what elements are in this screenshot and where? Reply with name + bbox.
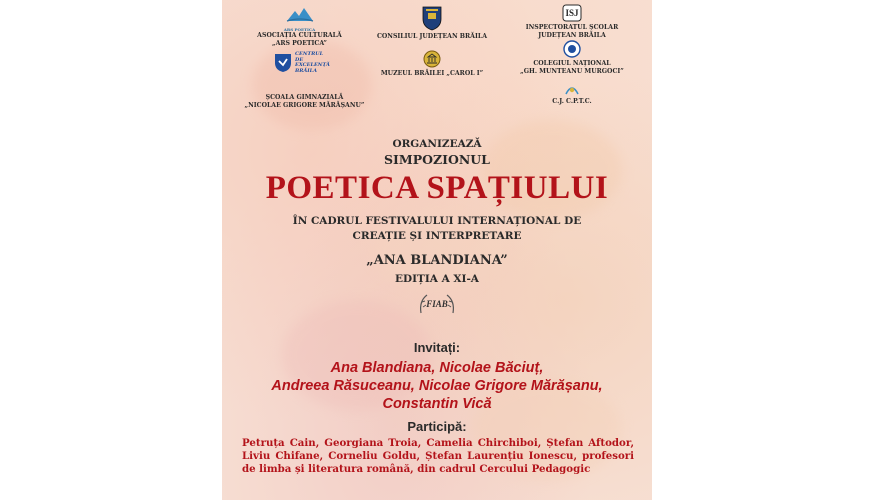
festival-emblem	[417, 289, 457, 319]
organizer-line: CONSILIUL JUDEȚEAN BRĂILA	[376, 33, 488, 40]
museum-logo-icon	[423, 50, 441, 68]
festival-emblem-icon	[417, 289, 457, 319]
ars-poetica-logo-text: ARS POETICA	[283, 27, 316, 32]
simpozionul-label: SIMPOZIONUL	[384, 152, 490, 167]
organizeaza-label: ORGANIZEAZĂ	[392, 138, 482, 150]
organizer-ars-poetica	[242, 5, 357, 48]
centrul-logo-line: CENTRUL	[295, 51, 324, 57]
organizer-consiliul-judetean	[367, 5, 497, 41]
page-title: POETICA SPAȚIULUI	[265, 170, 609, 206]
emblem-text: FIAB	[426, 299, 448, 309]
ars-poetica-logo-icon	[285, 5, 315, 25]
organizer-muzeul-brailei	[367, 50, 497, 78]
organizer-line: „ARS POETICA”	[272, 40, 327, 47]
poster	[222, 0, 652, 500]
organizer-centrul-de-excelenta	[262, 52, 342, 74]
county-coat-of-arms-icon	[421, 5, 443, 31]
centrul-logo-line: DE	[295, 56, 304, 63]
subtitle-line: CREAȚIE ȘI INTERPRETARE	[352, 230, 522, 242]
participants-list: Petruța Cain, Georgiana Troia, Camelia Chirchiboi, Ștefan Aftodor, Liviu Chifane, Corneliu Goldu, Ștefan Laurențiu Ionescu, profesori de limba și literatura română, din cadrul Cercului Pedagogic	[242, 437, 634, 475]
organizer-line: „GH. MUNTEANU MURGOCI”	[520, 68, 624, 75]
organizer-line: MUZEUL BRĂILEI „CAROL I”	[380, 70, 484, 77]
centrul-logo-line: EXCELENȚĂ	[295, 62, 330, 68]
isj-logo-text: ISJ	[565, 8, 579, 18]
invited-line: Constantin Vică	[382, 396, 492, 412]
organizer-cj-cptc	[527, 82, 617, 106]
festival-name: „ANA BLANDIANA”	[366, 253, 508, 268]
organizer-line: „NICOLAE GRIGORE MĂRĂȘANU”	[244, 102, 365, 109]
centrul-logo-line: BRĂILA	[295, 67, 318, 74]
organizer-line: ȘCOALA GIMNAZIALĂ	[265, 94, 344, 101]
organizer-scoala-gimnaziala	[232, 94, 377, 110]
edition-label: EDIȚIA A XI-A	[395, 273, 479, 285]
invited-heading: Invitați:	[413, 340, 461, 355]
organizer-line: COLEGIUL NAȚIONAL	[533, 60, 611, 67]
cj-cptc-logo-icon	[564, 82, 580, 96]
invited-line: Andreea Răsuceanu, Nicolae Grigore Mărășanu,	[271, 378, 603, 394]
subtitle-line: ÎN CADRUL FESTIVALULUI INTERNAȚIONAL DE	[292, 215, 582, 227]
colegiul-logo-icon	[563, 40, 581, 58]
centrul-shield-icon	[274, 53, 292, 73]
organizer-line: C.J. C.P.T.C.	[552, 98, 592, 105]
isj-logo-icon	[562, 4, 582, 22]
organizer-line: JUDEȚEAN BRĂILA	[538, 32, 606, 39]
invited-line: Ana Blandiana, Nicolae Băciuț,	[330, 360, 544, 376]
organizer-line: INSPECTORATUL ȘCOLAR	[525, 24, 619, 31]
organizer-isj	[507, 4, 637, 40]
participants-heading: Participă:	[407, 419, 467, 434]
organizer-line: ASOCIAȚIA CULTURALĂ	[257, 32, 342, 39]
organizer-colegiul-national	[507, 40, 637, 76]
